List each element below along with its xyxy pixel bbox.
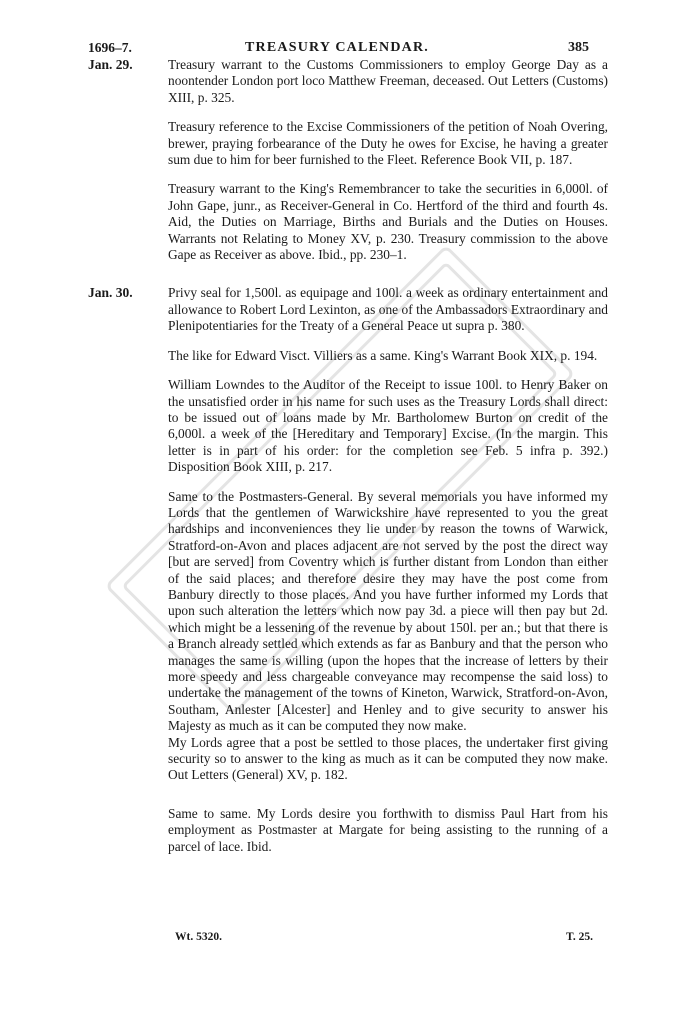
header-year: 1696–7.	[88, 40, 132, 55]
entry-date: Jan. 29.	[88, 57, 133, 72]
entry-date: Jan. 30.	[88, 285, 133, 301]
entry-paragraph: William Lowndes to the Auditor of the Receipt to issue 100l. to Henry Baker on the unsatisfied order in his name for such uses as the Treasury Lords shall direct: to be issued out of loans made by Mr. Bartholomew Burton on credit of the 6,000l. a week of the [Hereditary and Temporary] Excise. (In the margin. This letter is in part of his order: for the completion see Feb. 5 infra p. 392.) Disposition Book XIII, p. 217.	[168, 377, 608, 475]
entry-paragraph: Same to same. My Lords desire you forthwith to dismiss Paul Hart from his employment as Postmaster at Margate for being assisting to the running of a parcel of lace. Ibid.	[168, 805, 608, 854]
running-title: TREASURY CALENDAR.	[245, 40, 429, 55]
calendar-entry-jan-30	[88, 285, 608, 855]
page-number: 385	[568, 40, 589, 55]
print-code: Wt. 5320.	[175, 931, 222, 943]
entry-paragraph: Treasury reference to the Excise Commissioners of the petition of Noah Overing, brewer, praying forbearance of the Duty he owes for Excise, he having a greater sum due to him for beer furnished to the Fleet. Reference Book VII, p. 187.	[168, 119, 608, 168]
entry-paragraph: Treasury warrant to the King's Remembrancer to take the securities in 6,000l. of John Gape, junr., as Receiver-General in Co. Hertford of the third and fourth 4s. Aid, the Duties on Marriage, Births and Burials and the Duties on Houses. Warrants not Relating to Money XV, p. 230. Treasury commission to the above Gape as Receiver as above. Ibid., pp. 230–1.	[168, 181, 608, 263]
calendar-entry-jan-29	[88, 57, 608, 263]
entry-paragraph: My Lords agree that a post be settled to those places, the undertaker first giving security so to answer to the king as much as it can be computed they now make. Out Letters (General) XV, p. 182.	[168, 734, 608, 783]
entry-paragraph: The like for Edward Visct. Villiers as a same. King's Warrant Book XIX, p. 194.	[168, 347, 598, 363]
calendar-body	[88, 57, 608, 868]
entry-paragraph: Same to the Postmasters-General. By several memorials you have informed my Lords that the gentlemen of Warwickshire have represented to you the great hardships and inconveniences they lie under by reason the towns of Warwick, Stratford-on-Avon and places adjacent are not served by the post the direct way [but are served] from Coventry which is further distant from London than either of the said places; and therefore desire they may have the post come from Banbury directly to those places. And you have further informed my Lords that upon such alteration the letters which now pay 3d. a piece will then pay but 2d. which might be a lessening of the revenue by about 150l. per an.; but that there is a Branch already settled which extends as far as Banbury and that the person who manages the same is willing (upon the hopes that the increase of letters by their more speedy and less chargeable conveyance may recompense the said loss) to undertake the management of the towns of Kineton, Warwick, Stratford-on-Avon, Southam, Anlester [Alcester] and Henley and to give security to answer his Majesty as much as it can be computed they now make.	[168, 488, 608, 734]
signature-mark: T. 25.	[566, 931, 593, 943]
entry-paragraph: Privy seal for 1,500l. as equipage and 100l. a week as ordinary entertainment and allowance to Robert Lord Lexinton, as one of the Ambassadors Extraordinary and Plenipotentiaries for the Treaty of a General Peace ut supra p. 380.	[168, 285, 608, 334]
entry-paragraph: Treasury warrant to the Customs Commissioners to employ George Day as a noontender London port loco Matthew Freeman, deceased. Out Letters (Customs) XIII, p. 325.	[168, 57, 608, 105]
